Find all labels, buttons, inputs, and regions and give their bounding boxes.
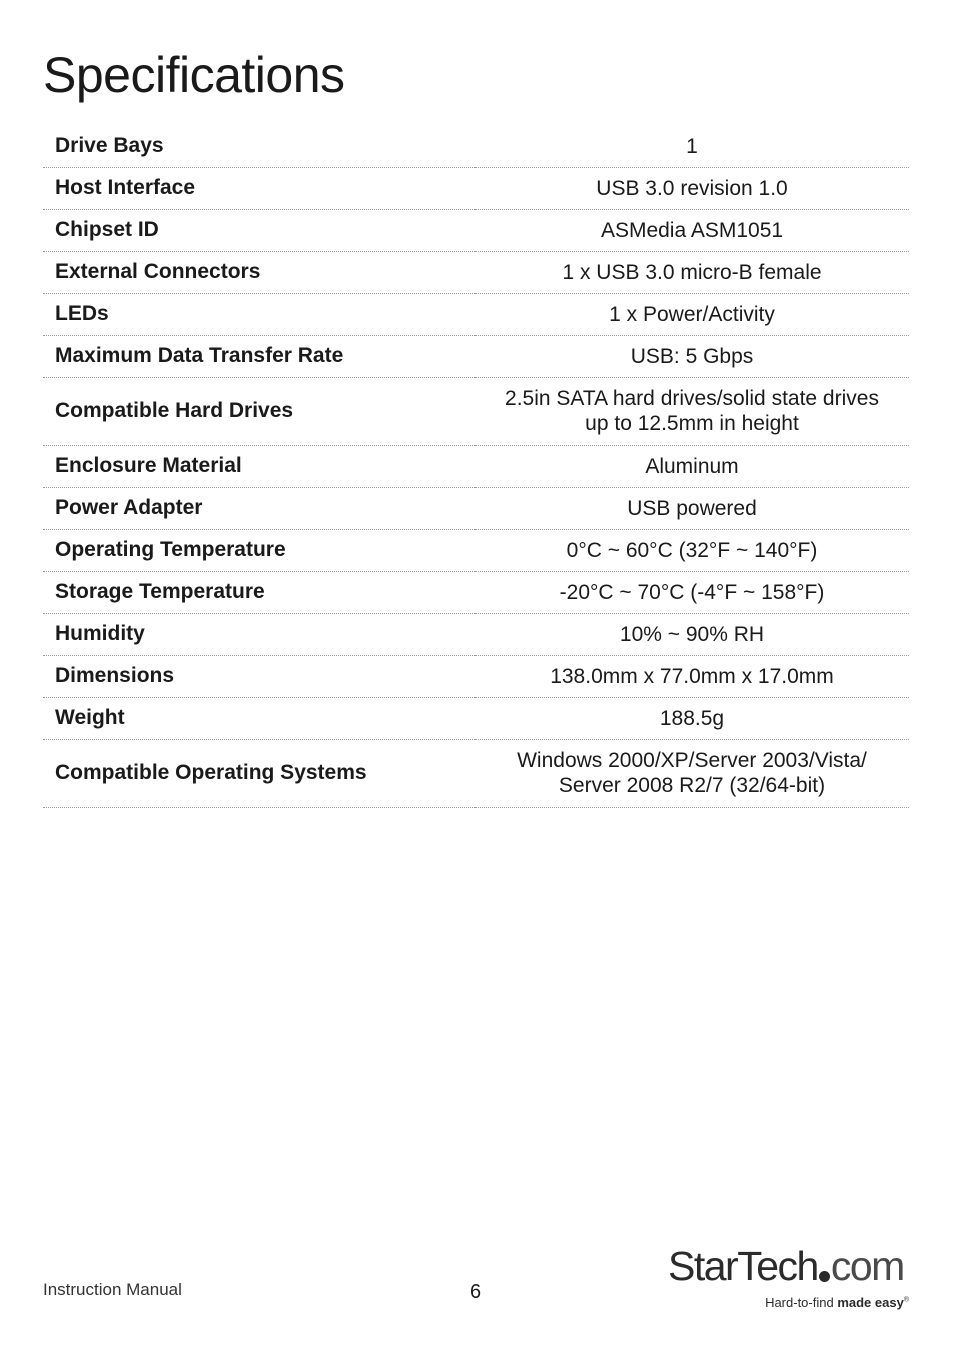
spec-label: Operating Temperature — [43, 529, 475, 571]
spec-label: Humidity — [43, 613, 475, 655]
spec-value: 0°C ~ 60°C (32°F ~ 140°F) — [475, 529, 909, 571]
table-row — [43, 126, 909, 167]
spec-value: 1 x Power/Activity — [475, 293, 909, 335]
table-row — [43, 697, 909, 739]
table-row — [43, 739, 909, 807]
table-row — [43, 655, 909, 697]
spec-value: 1 x USB 3.0 micro-B female — [475, 251, 909, 293]
page-title: Specifications — [43, 47, 345, 103]
spec-value: 138.0mm x 77.0mm x 17.0mm — [475, 655, 909, 697]
spec-label: Weight — [43, 697, 475, 739]
spec-label: Host Interface — [43, 167, 475, 209]
specifications-table — [43, 126, 909, 808]
table-row — [43, 529, 909, 571]
logo-wordmark — [668, 1243, 904, 1290]
logo-brand-start: StarTech — [668, 1243, 818, 1289]
startech-logo — [668, 1243, 913, 1318]
table-row — [43, 613, 909, 655]
spec-value: USB: 5 Gbps — [475, 335, 909, 377]
logo-dot-icon — [819, 1271, 830, 1282]
spec-value: 10% ~ 90% RH — [475, 613, 909, 655]
spec-label: LEDs — [43, 293, 475, 335]
table-row — [43, 293, 909, 335]
spec-value: USB 3.0 revision 1.0 — [475, 167, 909, 209]
page-number: 6 — [470, 1281, 482, 1303]
spec-label: Compatible Hard Drives — [43, 377, 475, 445]
footer-manual-label: Instruction Manual — [43, 1280, 182, 1299]
spec-value: 188.5g — [475, 697, 909, 739]
spec-label: Maximum Data Transfer Rate — [43, 335, 475, 377]
spec-value: ASMedia ASM1051 — [475, 209, 909, 251]
spec-label: Chipset ID — [43, 209, 475, 251]
spec-value: 2.5in SATA hard drives/solid state drives up to 12.5mm in height — [475, 377, 909, 445]
spec-label: Drive Bays — [43, 126, 475, 167]
spec-label: Compatible Operating Systems — [43, 739, 475, 807]
logo-tagline: Hard-to-find made easy® — [765, 1295, 909, 1310]
spec-value: USB powered — [475, 487, 909, 529]
spec-label: Power Adapter — [43, 487, 475, 529]
table-row — [43, 335, 909, 377]
table-row — [43, 487, 909, 529]
spec-label: External Connectors — [43, 251, 475, 293]
spec-value: -20°C ~ 70°C (-4°F ~ 158°F) — [475, 571, 909, 613]
spec-label: Storage Temperature — [43, 571, 475, 613]
table-row — [43, 209, 909, 251]
table-row — [43, 167, 909, 209]
spec-value: Windows 2000/XP/Server 2003/Vista/ Server 2008 R2/7 (32/64-bit) — [475, 739, 909, 807]
table-row — [43, 377, 909, 445]
spec-value: 1 — [475, 126, 909, 167]
table-row — [43, 571, 909, 613]
spec-label: Enclosure Material — [43, 445, 475, 487]
table-row — [43, 251, 909, 293]
spec-value: Aluminum — [475, 445, 909, 487]
table-row — [43, 445, 909, 487]
logo-brand-end: com — [830, 1243, 904, 1289]
spec-label: Dimensions — [43, 655, 475, 697]
